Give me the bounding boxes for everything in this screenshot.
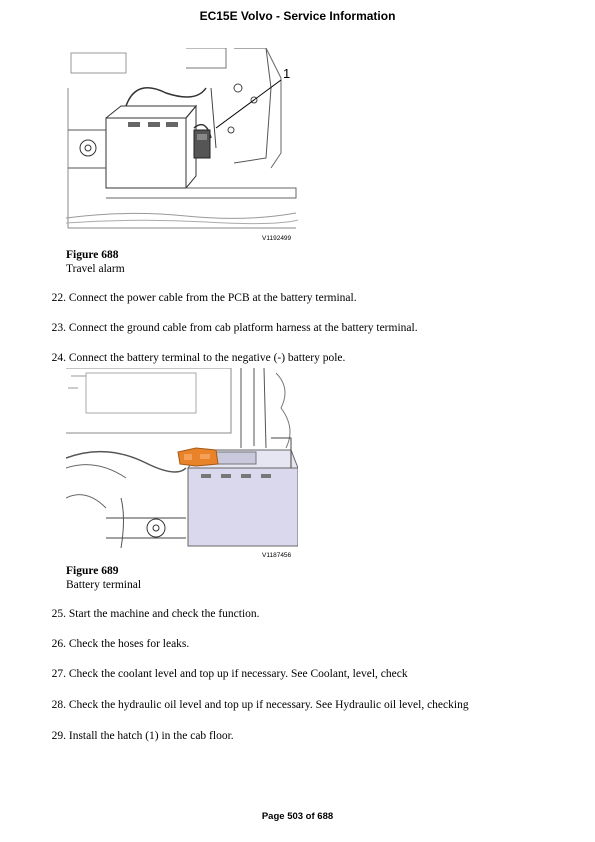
figure-title: Figure 688 (66, 249, 119, 261)
step-text: Connect the battery terminal to the negative (-) battery pole. (68, 352, 346, 364)
step-number: 29. (51, 730, 66, 742)
step-number: 22. (51, 292, 66, 304)
callout-1: 1 (283, 66, 291, 81)
battery-body (188, 468, 298, 546)
document-header: EC15E Volvo - Service Information (199, 9, 396, 23)
step-26 (47, 637, 189, 651)
step-number: 23. (51, 322, 66, 334)
step-text: Connect the power cable from the PCB at the battery terminal. (68, 292, 357, 304)
step-text: Check the coolant level and top up if necessary. See Coolant, level, check (68, 668, 408, 680)
battery-terminal-illustration (66, 368, 298, 560)
figure-code: V1192499 (262, 235, 292, 242)
step-text: Check the hoses for leaks. (68, 638, 190, 650)
step-number: 28. (51, 699, 66, 711)
figure-689 (66, 368, 298, 592)
figure-688 (66, 48, 298, 276)
figure-title: Figure 689 (66, 565, 119, 577)
step-25 (47, 607, 260, 621)
step-text: Check the hydraulic oil level and top up if necessary. See Hydraulic oil level, checking (68, 699, 469, 711)
travel-alarm-illustration (66, 48, 298, 243)
step-text: Start the machine and check the function. (68, 608, 260, 620)
step-text: Connect the ground cable from cab platform harness at the battery terminal. (68, 322, 418, 334)
step-24 (47, 351, 345, 365)
step-27 (47, 667, 408, 681)
step-22 (47, 291, 357, 305)
step-number: 24. (51, 352, 66, 364)
step-29 (47, 729, 234, 743)
page-number: Page 503 of 688 (261, 811, 334, 822)
step-number: 25. (51, 608, 66, 620)
step-number: 27. (51, 668, 66, 680)
step-number: 26. (51, 638, 66, 650)
step-text: Install the hatch (1) in the cab floor. (68, 730, 234, 742)
step-28 (47, 698, 469, 712)
figure-caption: Battery terminal (66, 579, 142, 591)
step-23 (47, 321, 418, 335)
figure-caption: Travel alarm (66, 263, 125, 275)
figure-code: V1187456 (262, 552, 292, 559)
